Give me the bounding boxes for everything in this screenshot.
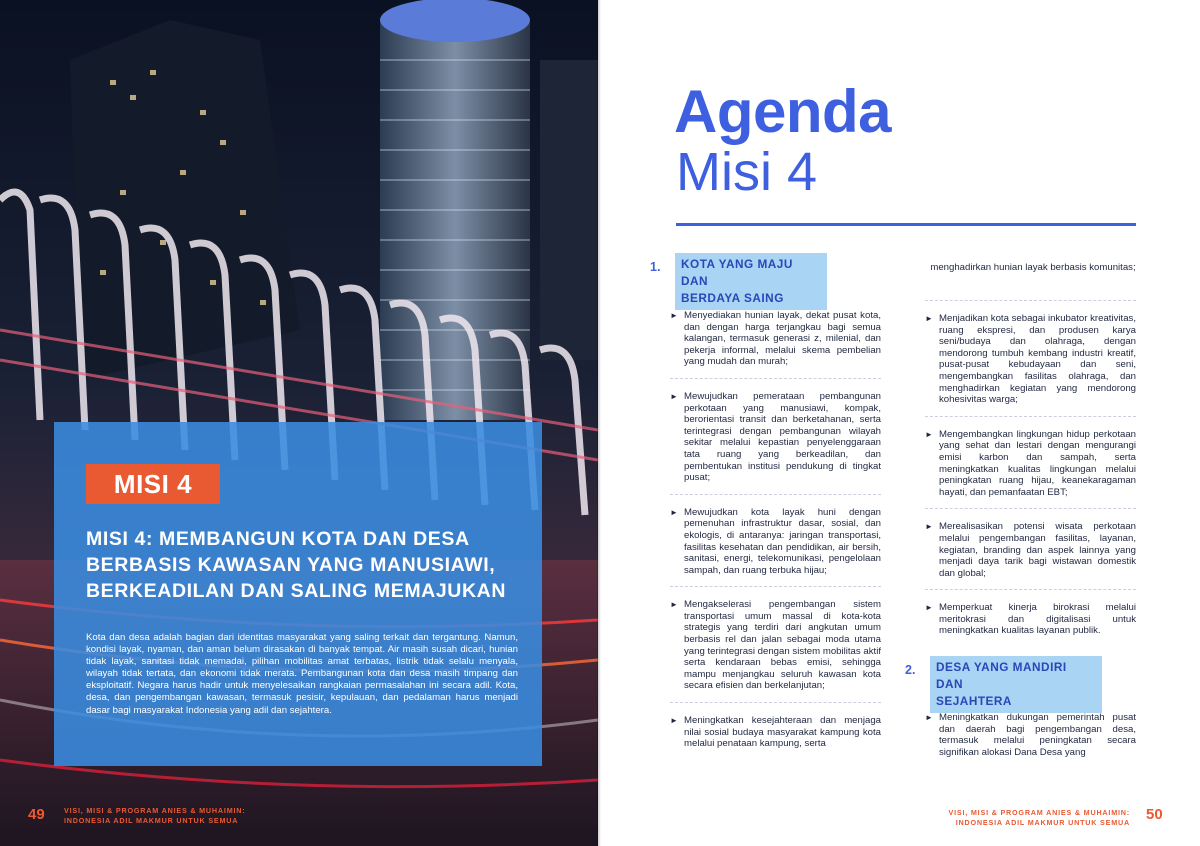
title-rule [676, 223, 1136, 226]
triangle-bullet-icon: ► [670, 311, 678, 320]
divider [670, 586, 881, 587]
section-2-heading-line2: SEJAHTERA [936, 694, 1012, 708]
page-spine [597, 0, 601, 846]
list-item [670, 715, 881, 750]
list-item [925, 521, 1136, 579]
divider [925, 589, 1136, 590]
right-footer [930, 808, 1130, 828]
list-item [670, 599, 881, 692]
triangle-bullet-icon: ► [670, 391, 678, 401]
section-1-heading-line1: KOTA YANG MAJU DAN [681, 257, 793, 288]
list-item [925, 429, 1136, 499]
list-item-text: Merealisasikan potensi wisata perkotaan melalui pengembangan fasilitas, layanan, kegiatan, branding dan aspek lainnya yang menjadi daya tarik bagi wistawan domestik dan global; [939, 521, 1136, 579]
list-item [670, 391, 881, 484]
triangle-bullet-icon: ► [670, 600, 678, 610]
divider [670, 702, 881, 703]
left-footer [64, 806, 245, 826]
left-page [0, 0, 598, 846]
section-2-heading [930, 656, 1102, 713]
triangle-bullet-icon: ► [925, 429, 933, 439]
section-2-number: 2. [905, 663, 916, 677]
left-page-number: 49 [28, 806, 45, 823]
list-item-text: Menyediakan hunian layak, dekat pusat kota, dan dengan harga terjangkau bagi semua kalangan, termasuk generasi z, milenial, dan pekerja informal, melalui skema pembelian yang mudah dan murah; [684, 310, 881, 368]
continuation-text: menghadirkan hunian layak berbasis komunitas; [930, 262, 1136, 273]
list-item-text: Mengakselerasi pengembangan sistem transportasi umum massal di kota-kota strategis yang terdiri dari angkutan umum berbasis rel dan jalan sebagai moda utama yang terintegrasi dengan sistem mobilitas aktif serta kendaraan bebas emisi, sehingga mampu menjangkau seluruh kawasan kota secara efisien dan berkelanjutan; [684, 599, 881, 692]
list-item-text: Memperkuat kinerja birokrasi melalui meritokrasi dan digitalisasi untuk meningkatkan kualitas layanan publik. [939, 602, 1136, 637]
divider [925, 416, 1136, 417]
left-footer-line1: VISI, MISI & PROGRAM ANIES & MUHAIMIN: [64, 806, 246, 815]
right-footer-line2: INDONESIA ADIL MAKMUR UNTUK SEMUA [955, 818, 1130, 827]
triangle-bullet-icon: ► [670, 716, 678, 726]
list-item [925, 712, 1136, 758]
list-item-text: Mengembangkan lingkungan hidup perkotaan yang sehat dan lestari dengan mengurangi emisi karbon dan sampah, serta meningkatkan kualitas lingkungan melalui peningkatan ruang hijau, keanekaragaman hayati, dan pemanfaatan EBT; [939, 428, 1136, 498]
divider [925, 508, 1136, 509]
list-item-text: Menjadikan kota sebagai inkubator kreativitas, ruang ekspresi, dan produsen karya seni/budaya dan olahraga, dengan mendorong tumbuh kembang industri kreatif, pusat-pusat kebudayaan dan seni, mengembangkan fasilitas olahraga, dan menghadirkan kegiatan yang mendorong kohesivitas warga; [939, 313, 1136, 406]
list-item [670, 310, 881, 368]
triangle-bullet-icon: ► [670, 507, 678, 517]
section-1-column-1 [670, 310, 881, 750]
section-2-column [925, 712, 1136, 758]
triangle-bullet-icon: ► [925, 713, 933, 722]
list-item-text: Mewujudkan pemerataan pembangunan perkotaan yang manusiawi, kompak, berorientasi transit dan berketahanan, serta terintegrasi dengan pembangunan wilayah sekitar melalui kepastian penyelenggaraan tata ruang yang berkeadilan, dan pembentukan institusi pendukung di tingkat pusat; [684, 390, 881, 484]
mission-tag: MISI 4 [86, 464, 220, 504]
section-1-number: 1. [650, 260, 661, 274]
right-footer-line1: VISI, MISI & PROGRAM ANIES & MUHAIMIN: [948, 808, 1130, 817]
divider [670, 378, 881, 379]
list-item-text: Meningkatkan kesejahteraan dan menjaga nilai sosial budaya masyarakat kampung kota melalui penataan kampung, serta [684, 715, 881, 750]
section-1-heading-line2: BERDAYA SAING [681, 291, 784, 305]
right-page-number: 50 [1146, 806, 1163, 823]
triangle-bullet-icon: ► [925, 314, 933, 323]
divider [670, 494, 881, 495]
list-item-text: Meningkatkan dukungan pemerintah pusat dan daerah bagi pengembangan desa, termasuk melalui peningkatan secara signifikan alokasi Dana Desa yang [939, 712, 1136, 758]
mission-box [54, 422, 542, 766]
section-1-column-2 [925, 300, 1136, 637]
triangle-bullet-icon: ► [925, 522, 933, 532]
section-1-heading [675, 253, 827, 310]
divider [925, 300, 1136, 301]
section-2-heading-line1: DESA YANG MANDIRI DAN [936, 660, 1067, 691]
list-item [925, 313, 1136, 406]
mission-description: Kota dan desa adalah bagian dari identitas masyarakat yang saling terkait dan tergantung. Namun, kondisi layak, nyaman, dan aman belum dirasakan di banyak tempat. Air masih susah dicari, hunian tidak layak, sanitasi tidak memadai, pilihan mobilitas amat terbatas, listrik tidak selalu menyala, wilayah tidak tertata, dan ekonomi tidak merata. Pembangunan kota dan desa masih timpang dan eksploitatif. Negara harus hadir untuk menyelesaikan rangkaian permasalahan ini secara adil. Kota, desa, dan pengembangan kawasan, termasuk pesisir, kepulauan, dan pedalaman harus menjadi dasar bagi masyarakat Indonesia yang adil dan sejahtera. [86, 632, 518, 716]
left-footer-line2: INDONESIA ADIL MAKMUR UNTUK SEMUA [64, 816, 239, 825]
agenda-title: Agenda [674, 78, 892, 145]
mission-title: MISI 4: MEMBANGUN KOTA DAN DESA BERBASIS KAWASAN YANG MANUSIAWI, BERKEADILAN DAN SALING MEMAJUKAN [86, 528, 507, 602]
list-item [925, 602, 1136, 637]
agenda-subtitle: Misi 4 [676, 142, 818, 202]
triangle-bullet-icon: ► [925, 603, 933, 613]
list-item [670, 507, 881, 577]
list-item-text: Mewujudkan kota layak huni dengan pemenuhan infrastruktur dasar, sosial, dan ekologis, di antaranya: jaringan transportasi, fasilitas kesehatan dan pendidikan, air bersih, sanitasi, energi, telekomunikasi, pengelolaan sampah, dan ruang terbuka hijau; [684, 506, 881, 576]
